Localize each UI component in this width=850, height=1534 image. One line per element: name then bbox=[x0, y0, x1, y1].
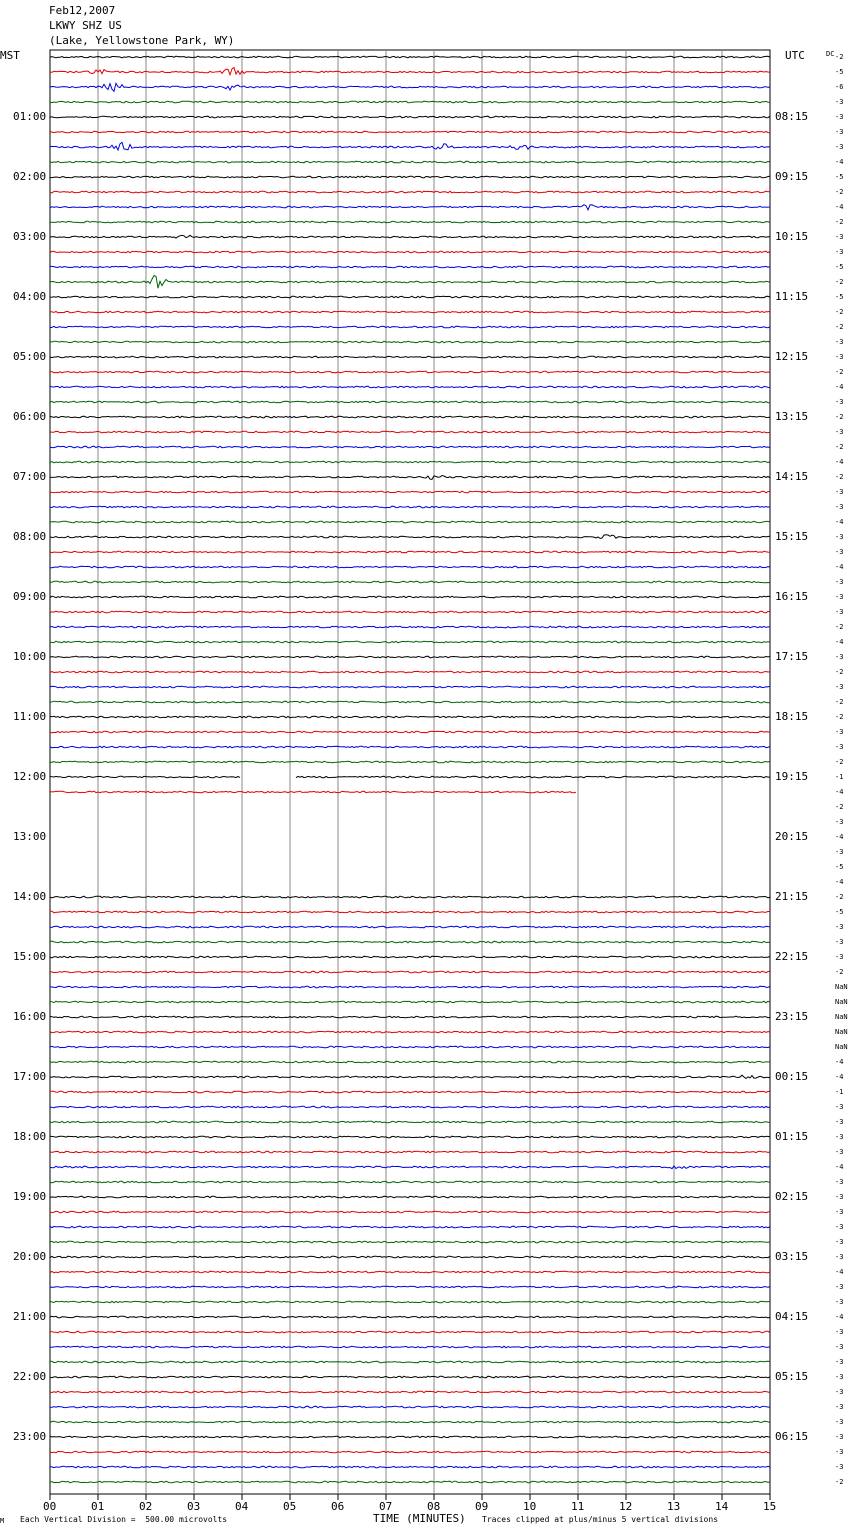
mst-hour-label: 13:00 bbox=[13, 830, 47, 843]
x-tick-label: 04 bbox=[235, 1500, 249, 1513]
seismic-trace bbox=[50, 926, 770, 928]
dc-offset-label: -4 bbox=[835, 1313, 844, 1321]
seismic-trace bbox=[50, 686, 770, 688]
utc-hour-label: 04:15 bbox=[775, 1310, 809, 1323]
mst-hour-label: 10:00 bbox=[13, 650, 47, 663]
mst-hour-label: 17:00 bbox=[13, 1070, 47, 1083]
seismic-trace bbox=[50, 461, 770, 463]
utc-hour-label: 21:15 bbox=[775, 890, 809, 903]
dc-offset-label: -4 bbox=[835, 1268, 844, 1276]
dc-label: DC bbox=[826, 50, 835, 58]
utc-hour-label: 13:15 bbox=[775, 410, 809, 423]
seismic-trace bbox=[50, 791, 576, 793]
seismic-trace bbox=[50, 1241, 770, 1243]
dc-offset-label: -3 bbox=[835, 593, 844, 601]
utc-hour-label: 18:15 bbox=[775, 710, 809, 723]
dc-offset-label: -3 bbox=[835, 143, 844, 151]
utc-hour-label: 23:15 bbox=[775, 1010, 809, 1023]
mst-hour-label: 04:00 bbox=[13, 290, 47, 303]
seismic-trace bbox=[50, 371, 770, 373]
seismic-trace bbox=[50, 1376, 770, 1378]
dc-offset-label: -4 bbox=[835, 1058, 844, 1066]
dc-offset-label: -3 bbox=[835, 608, 844, 616]
location-label: (Lake, Yellowstone Park, WY) bbox=[49, 34, 235, 47]
dc-offset-label: -5 bbox=[835, 863, 844, 871]
seismic-trace bbox=[50, 276, 770, 289]
seismic-trace bbox=[50, 521, 770, 523]
seismic-trace bbox=[50, 1121, 770, 1123]
seismic-trace bbox=[50, 235, 770, 238]
seismic-trace bbox=[50, 701, 770, 703]
dc-offset-label: -3 bbox=[835, 398, 844, 406]
dc-offset-label: -3 bbox=[835, 1328, 844, 1336]
seismic-trace bbox=[50, 1346, 770, 1348]
dc-offset-label: -3 bbox=[835, 128, 844, 136]
dc-offset-label: -2 bbox=[835, 188, 844, 196]
dc-offset-label: -3 bbox=[835, 1283, 844, 1291]
dc-offset-label: -3 bbox=[835, 533, 844, 541]
seismic-trace bbox=[50, 416, 770, 418]
seismic-trace bbox=[50, 731, 770, 733]
dc-offset-label: -3 bbox=[835, 818, 844, 826]
seismic-trace bbox=[50, 971, 770, 973]
dc-offset-label: -3 bbox=[835, 1178, 844, 1186]
dc-offset-label: -3 bbox=[835, 338, 844, 346]
seismic-trace bbox=[50, 716, 770, 718]
mst-hour-label: 22:00 bbox=[13, 1370, 47, 1383]
x-tick-label: 05 bbox=[283, 1500, 297, 1513]
seismic-trace bbox=[50, 176, 770, 178]
scale-note: Each Vertical Division = 500.00 microvolts bbox=[20, 1515, 228, 1524]
x-tick-label: 15 bbox=[763, 1500, 777, 1513]
left-timezone-label: MST bbox=[0, 49, 20, 62]
dc-offset-label: -3 bbox=[835, 578, 844, 586]
seismic-trace bbox=[50, 191, 770, 193]
dc-offset-label: -3 bbox=[835, 1118, 844, 1126]
seismic-trace bbox=[50, 656, 770, 658]
utc-hour-label: 19:15 bbox=[775, 770, 809, 783]
seismic-trace bbox=[50, 535, 770, 539]
seismic-trace bbox=[50, 1211, 770, 1213]
seismic-trace bbox=[50, 1031, 770, 1033]
dc-offset-label: -5 bbox=[835, 908, 844, 916]
seismic-trace bbox=[50, 142, 770, 150]
utc-hour-label: 05:15 bbox=[775, 1370, 809, 1383]
seismic-trace bbox=[50, 101, 770, 103]
seismic-trace bbox=[50, 251, 770, 253]
seismic-trace bbox=[50, 1286, 770, 1288]
dc-offset-label: -3 bbox=[835, 488, 844, 496]
dc-offset-label: -2 bbox=[835, 413, 844, 421]
seismic-trace bbox=[50, 491, 770, 493]
dc-offset-label: -3 bbox=[835, 1238, 844, 1246]
dc-offset-label: -4 bbox=[835, 1163, 844, 1171]
dc-offset-label: -3 bbox=[835, 953, 844, 961]
x-axis-title: TIME (MINUTES) bbox=[373, 1512, 466, 1525]
dc-offset-label: NaN bbox=[835, 1013, 848, 1021]
dc-offset-label: -3 bbox=[835, 353, 844, 361]
utc-hour-label: 17:15 bbox=[775, 650, 809, 663]
x-tick-label: 01 bbox=[91, 1500, 105, 1513]
seismic-trace bbox=[50, 986, 770, 988]
seismic-trace bbox=[50, 1181, 770, 1183]
dc-offset-label: -2 bbox=[835, 713, 844, 721]
utc-hour-label: 20:15 bbox=[775, 830, 809, 843]
dc-offset-label: -4 bbox=[835, 1073, 844, 1081]
x-tick-label: 06 bbox=[331, 1500, 345, 1513]
seismic-trace bbox=[50, 446, 770, 448]
utc-hour-label: 22:15 bbox=[775, 950, 809, 963]
dc-offset-label: -3 bbox=[835, 503, 844, 511]
dc-offset-label: -3 bbox=[835, 428, 844, 436]
seismic-trace bbox=[50, 641, 770, 643]
seismic-trace bbox=[50, 1061, 770, 1063]
dc-offset-label: -2 bbox=[835, 218, 844, 226]
x-tick-label: 00 bbox=[43, 1500, 57, 1513]
dc-offset-label: -5 bbox=[835, 173, 844, 181]
seismic-trace bbox=[50, 341, 770, 343]
dc-offset-label: -5 bbox=[835, 263, 844, 271]
x-tick-label: 12 bbox=[619, 1500, 633, 1513]
seismic-trace bbox=[50, 1106, 770, 1108]
seismic-trace bbox=[50, 356, 770, 358]
dc-offset-label: -2 bbox=[835, 698, 844, 706]
utc-hour-label: 09:15 bbox=[775, 170, 809, 183]
dc-offset-label: -4 bbox=[835, 638, 844, 646]
dc-offset-label: NaN bbox=[835, 1028, 848, 1036]
seismic-trace bbox=[50, 476, 770, 480]
dc-offset-label: -2 bbox=[835, 443, 844, 451]
dc-offset-label: -3 bbox=[835, 233, 844, 241]
seismic-trace bbox=[50, 776, 240, 778]
mst-hour-label: 09:00 bbox=[13, 590, 47, 603]
dc-offset-label: -1 bbox=[835, 773, 844, 781]
seismic-trace bbox=[50, 1301, 770, 1303]
seismic-trace bbox=[50, 1271, 770, 1273]
utc-hour-label: 15:15 bbox=[775, 530, 809, 543]
mst-hour-label: 07:00 bbox=[13, 470, 47, 483]
seismic-trace bbox=[50, 1001, 770, 1003]
dc-offset-label: -3 bbox=[835, 848, 844, 856]
dc-offset-label: -4 bbox=[835, 833, 844, 841]
dc-offset-label: -3 bbox=[835, 1433, 844, 1441]
mst-hour-label: 18:00 bbox=[13, 1130, 47, 1143]
x-tick-label: 10 bbox=[523, 1500, 537, 1513]
dc-offset-label: -2 bbox=[835, 803, 844, 811]
dc-offset-label: -2 bbox=[835, 968, 844, 976]
dc-offset-label: -3 bbox=[835, 1133, 844, 1141]
seismic-trace bbox=[50, 1166, 770, 1169]
seismic-trace bbox=[50, 956, 770, 958]
seismic-trace bbox=[50, 911, 770, 913]
mst-hour-label: 02:00 bbox=[13, 170, 47, 183]
seismic-trace bbox=[50, 1136, 770, 1138]
seismic-trace bbox=[50, 1196, 770, 1198]
dc-offset-label: -3 bbox=[835, 1373, 844, 1381]
dc-offset-label: -3 bbox=[835, 1223, 844, 1231]
seismic-trace bbox=[50, 896, 770, 898]
dc-offset-label: -2 bbox=[835, 473, 844, 481]
dc-offset-label: -6 bbox=[835, 83, 844, 91]
seismic-trace bbox=[50, 1046, 770, 1048]
seismic-trace bbox=[50, 431, 770, 433]
seismic-trace bbox=[50, 56, 770, 58]
seismic-trace bbox=[296, 776, 770, 778]
seismic-trace bbox=[50, 68, 770, 75]
dc-offset-label: -4 bbox=[835, 788, 844, 796]
dc-offset-label: -4 bbox=[835, 518, 844, 526]
seismic-trace bbox=[50, 386, 770, 388]
seismic-trace bbox=[50, 1436, 770, 1438]
utc-hour-label: 16:15 bbox=[775, 590, 809, 603]
seismic-trace bbox=[50, 205, 770, 210]
mst-hour-label: 14:00 bbox=[13, 890, 47, 903]
seismic-trace bbox=[50, 161, 770, 163]
x-tick-label: 09 bbox=[475, 1500, 489, 1513]
seismic-trace bbox=[50, 1331, 770, 1333]
seismic-trace bbox=[50, 1361, 770, 1363]
seismic-trace bbox=[50, 221, 770, 223]
utc-hour-label: 08:15 bbox=[775, 110, 809, 123]
seismic-trace bbox=[50, 746, 770, 748]
dc-offset-label: -3 bbox=[835, 1343, 844, 1351]
dc-offset-label: -3 bbox=[835, 728, 844, 736]
utc-hour-label: 06:15 bbox=[775, 1430, 809, 1443]
dc-offset-label: -4 bbox=[835, 203, 844, 211]
dc-offset-label: -5 bbox=[835, 293, 844, 301]
seismic-trace bbox=[50, 551, 770, 553]
seismic-trace bbox=[50, 1256, 770, 1258]
mst-hour-label: 08:00 bbox=[13, 530, 47, 543]
dc-offset-label: -3 bbox=[835, 938, 844, 946]
seismic-trace bbox=[50, 1091, 770, 1093]
dc-offset-label: -3 bbox=[835, 98, 844, 106]
dc-offset-label: -2 bbox=[835, 323, 844, 331]
dc-offset-label: -2 bbox=[835, 893, 844, 901]
utc-hour-label: 00:15 bbox=[775, 1070, 809, 1083]
utc-hour-label: 10:15 bbox=[775, 230, 809, 243]
dc-offset-label: -3 bbox=[835, 1358, 844, 1366]
seismic-trace bbox=[50, 1226, 770, 1228]
x-tick-label: 03 bbox=[187, 1500, 201, 1513]
x-tick-label: 02 bbox=[139, 1500, 153, 1513]
dc-offset-label: -1 bbox=[835, 1088, 844, 1096]
seismic-trace bbox=[50, 116, 770, 118]
dc-offset-label: -3 bbox=[835, 1148, 844, 1156]
seismic-trace bbox=[50, 401, 770, 403]
dc-offset-label: -4 bbox=[835, 563, 844, 571]
mst-hour-label: 16:00 bbox=[13, 1010, 47, 1023]
mst-hour-label: 01:00 bbox=[13, 110, 47, 123]
seismic-trace bbox=[50, 1406, 770, 1408]
dc-offset-label: -3 bbox=[835, 1103, 844, 1111]
seismic-trace bbox=[50, 566, 770, 568]
mst-hour-label: 05:00 bbox=[13, 350, 47, 363]
seismic-trace bbox=[50, 611, 770, 613]
dc-offset-label: -2 bbox=[835, 1478, 844, 1486]
x-tick-label: 11 bbox=[571, 1500, 585, 1513]
utc-hour-label: 03:15 bbox=[775, 1250, 809, 1263]
dc-offset-label: -3 bbox=[835, 1448, 844, 1456]
dc-offset-label: -4 bbox=[835, 878, 844, 886]
seismic-trace bbox=[50, 296, 770, 298]
seismic-trace bbox=[50, 761, 770, 763]
mst-hour-label: 06:00 bbox=[13, 410, 47, 423]
mst-hour-label: 20:00 bbox=[13, 1250, 47, 1263]
seismic-trace bbox=[50, 1466, 770, 1468]
seismic-trace bbox=[50, 83, 770, 91]
seismic-trace bbox=[50, 1481, 770, 1483]
seismic-trace bbox=[50, 1391, 770, 1393]
seismic-trace bbox=[50, 1451, 770, 1453]
clip-note: Traces clipped at plus/minus 5 vertical divisions bbox=[482, 1515, 719, 1524]
seismic-trace bbox=[50, 626, 770, 628]
dc-offset-label: -2 bbox=[835, 758, 844, 766]
dc-offset-label: NaN bbox=[835, 983, 848, 991]
mst-hour-label: 11:00 bbox=[13, 710, 47, 723]
seismic-trace bbox=[50, 1016, 770, 1018]
dc-offset-label: -3 bbox=[835, 248, 844, 256]
dc-offset-label: -2 bbox=[835, 623, 844, 631]
right-timezone-label: UTC bbox=[785, 49, 805, 62]
mst-hour-label: 15:00 bbox=[13, 950, 47, 963]
utc-hour-label: 02:15 bbox=[775, 1190, 809, 1203]
dc-offset-label: -3 bbox=[835, 1403, 844, 1411]
date-label: Feb12,2007 bbox=[49, 4, 116, 17]
station-label: LKWY SHZ US bbox=[49, 19, 122, 32]
x-tick-label: 08 bbox=[427, 1500, 441, 1513]
x-tick-label: 07 bbox=[379, 1500, 393, 1513]
seismic-trace bbox=[50, 671, 770, 673]
seismic-trace bbox=[50, 131, 770, 133]
dc-offset-label: -3 bbox=[835, 743, 844, 751]
seismic-trace bbox=[50, 506, 770, 508]
dc-offset-label: -3 bbox=[835, 113, 844, 121]
seismic-trace bbox=[50, 1316, 770, 1318]
dc-offset-label: -3 bbox=[835, 1298, 844, 1306]
dc-offset-label: -3 bbox=[835, 1208, 844, 1216]
seismic-trace bbox=[50, 1421, 770, 1423]
mst-hour-label: 23:00 bbox=[13, 1430, 47, 1443]
corner-mark: M bbox=[0, 1517, 5, 1525]
seismic-trace bbox=[50, 1151, 770, 1153]
dc-offset-label: -3 bbox=[835, 683, 844, 691]
dc-offset-label: -3 bbox=[835, 548, 844, 556]
x-tick-label: 13 bbox=[667, 1500, 681, 1513]
dc-offset-label: -2 bbox=[835, 668, 844, 676]
dc-offset-label: -3 bbox=[835, 653, 844, 661]
dc-offset-label: -2 bbox=[835, 308, 844, 316]
x-tick-label: 14 bbox=[715, 1500, 729, 1513]
dc-offset-label: NaN bbox=[835, 1043, 848, 1051]
seismic-trace bbox=[50, 581, 770, 583]
mst-hour-label: 19:00 bbox=[13, 1190, 47, 1203]
dc-offset-label: -3 bbox=[835, 1253, 844, 1261]
dc-offset-label: -4 bbox=[835, 383, 844, 391]
dc-offset-label: -2 bbox=[835, 53, 844, 61]
mst-hour-label: 12:00 bbox=[13, 770, 47, 783]
seismic-trace bbox=[50, 941, 770, 943]
dc-offset-label: -3 bbox=[835, 1463, 844, 1471]
utc-hour-label: 12:15 bbox=[775, 350, 809, 363]
dc-offset-label: -5 bbox=[835, 68, 844, 76]
dc-offset-label: -3 bbox=[835, 923, 844, 931]
dc-offset-label: -2 bbox=[835, 368, 844, 376]
dc-offset-label: -2 bbox=[835, 278, 844, 286]
dc-offset-label: NaN bbox=[835, 998, 848, 1006]
seismic-trace bbox=[50, 311, 770, 313]
mst-hour-label: 21:00 bbox=[13, 1310, 47, 1323]
seismic-trace bbox=[50, 266, 770, 268]
mst-hour-label: 03:00 bbox=[13, 230, 47, 243]
seismic-trace bbox=[50, 596, 770, 598]
utc-hour-label: 01:15 bbox=[775, 1130, 809, 1143]
dc-offset-label: -4 bbox=[835, 158, 844, 166]
dc-offset-label: -3 bbox=[835, 1193, 844, 1201]
seismic-trace bbox=[50, 326, 770, 328]
dc-offset-label: -4 bbox=[835, 458, 844, 466]
seismic-trace bbox=[50, 1075, 770, 1078]
dc-offset-label: -3 bbox=[835, 1418, 844, 1426]
dc-offset-label: -3 bbox=[835, 1388, 844, 1396]
utc-hour-label: 14:15 bbox=[775, 470, 809, 483]
utc-hour-label: 11:15 bbox=[775, 290, 809, 303]
